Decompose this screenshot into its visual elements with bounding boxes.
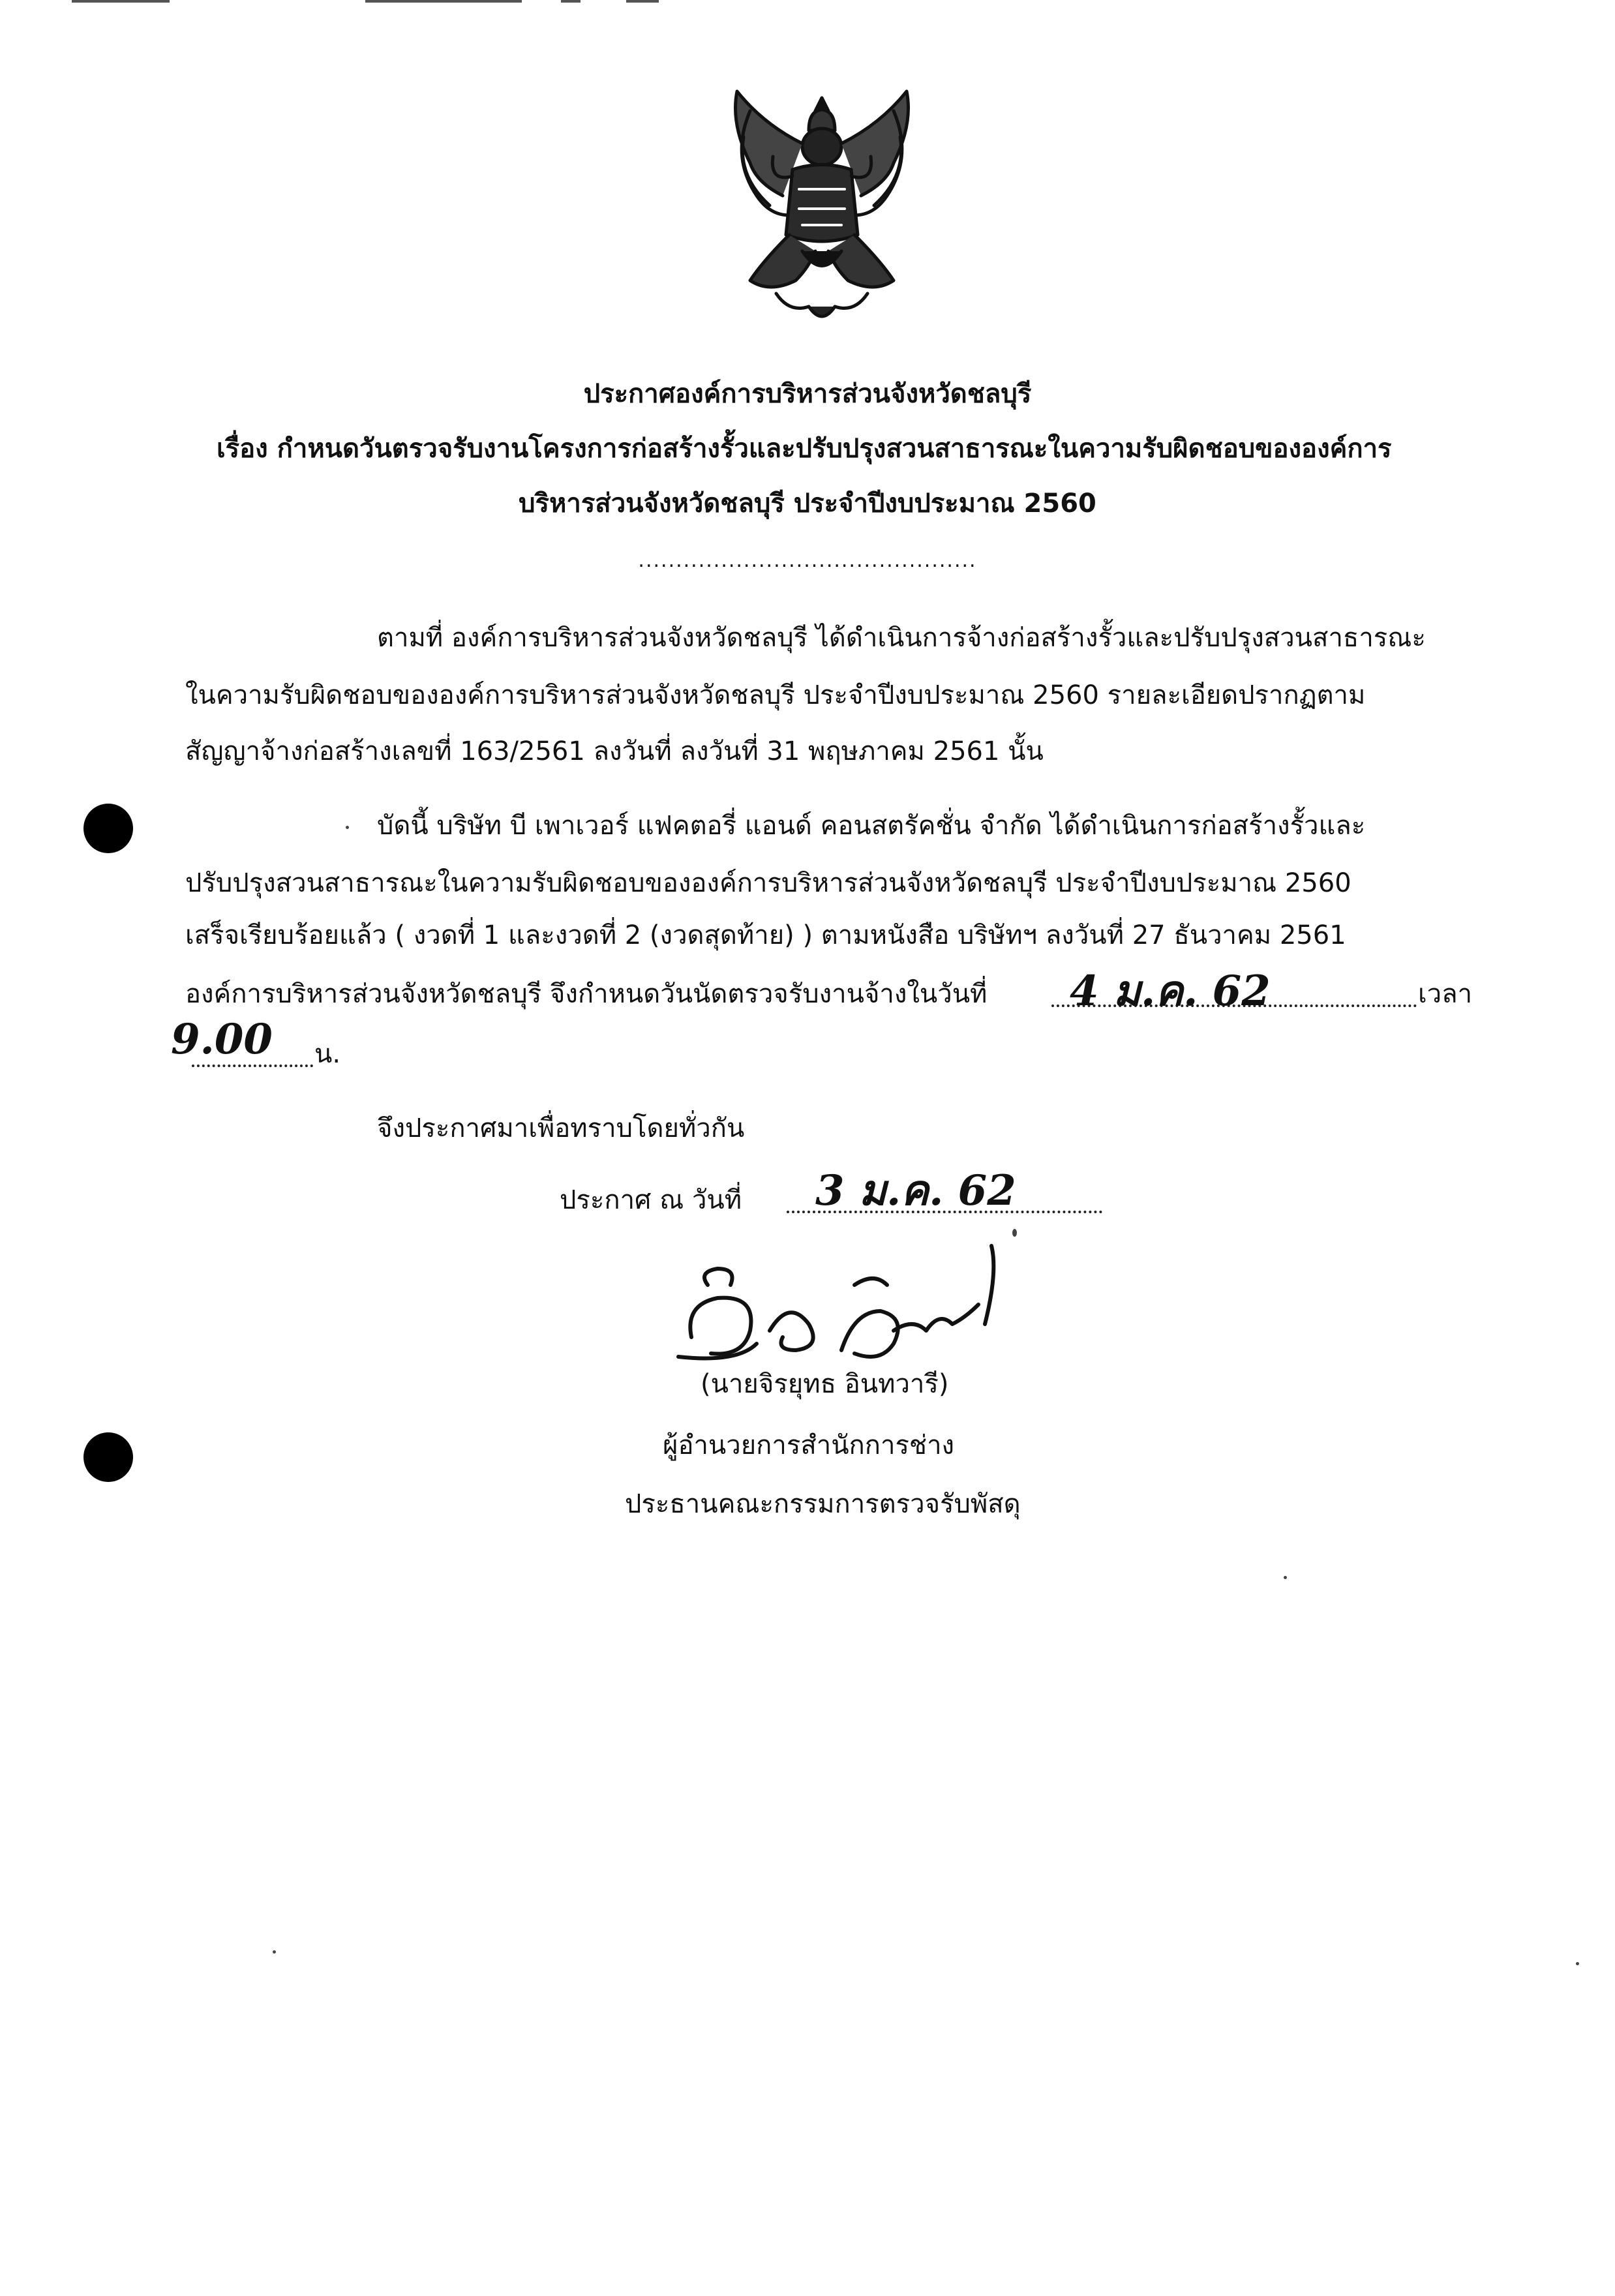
para2-line-2: ปรับปรุงสวนสาธารณะในความรับผิดชอบขององค์การบริหารส่วนจังหวัดชลบุรี ประจำปีงบประมาณ 2560 [185, 868, 1351, 898]
scan-speck [1284, 1576, 1287, 1579]
scan-speck [1012, 1229, 1017, 1237]
document-title: ประกาศองค์การบริหารส่วนจังหวัดชลบุรี [583, 379, 1032, 409]
para2-line-1: บัดนี้ บริษัท บี เพาเวอร์ แฟคตอรี่ แอนด์ คอนสตรัคชั่น จำกัด ได้ดำเนินการก่อสร้างรั้วและ [377, 811, 1366, 841]
announcement-date-label: ประกาศ ณ วันที่ [560, 1185, 742, 1215]
signatory-name: (นายจิรยุทธ อินทวารี) [701, 1369, 949, 1399]
signatory-role: ประธานคณะกรรมการตรวจรับพัสดุ [625, 1489, 1021, 1519]
para2-line-4-prefix: องค์การบริหารส่วนจังหวัดชลบุรี จึงกำหนดวันนัดตรวจรับงานจ้างในวันที่ [185, 979, 988, 1009]
para2-line-3: เสร็จเรียบร้อยแล้ว ( งวดที่ 1 และงวดที่ 2 (งวดสุดท้าย) ) ตามหนังสือ บริษัทฯ ลงวันที่ 27 ธันวาคม 2561 [185, 920, 1346, 950]
subject-line-1: เรื่อง กำหนดวันตรวจรับงานโครงการก่อสร้างรั้วและปรับปรุงสวนสาธารณะในความรับผิดชอบขององค์การ [217, 434, 1392, 464]
handwritten-announcement-date: 3 ม.ค. 62 [815, 1166, 1016, 1215]
punch-hole-bottom [83, 1432, 133, 1482]
para1-line-3: สัญญาจ้างก่อสร้างเลขที่ 163/2561 ลงวันที่ ลงวันที่ 31 พฤษภาคม 2561 นั้น [185, 736, 1044, 766]
garuda-emblem-icon [711, 85, 933, 333]
closing-statement: จึงประกาศมาเพื่อทราบโดยทั่วกัน [377, 1113, 745, 1143]
time-unit: น. [314, 1039, 341, 1069]
signatory-position: ผู้อำนวยการสำนักการช่าง [663, 1430, 955, 1460]
scan-speck [273, 1950, 276, 1954]
punch-hole-top [83, 804, 133, 853]
handwritten-signature [659, 1233, 1024, 1383]
time-fill-line [192, 1065, 313, 1067]
subject-line-2: บริหารส่วนจังหวัดชลบุรี ประจำปีงบประมาณ 2560 [519, 489, 1096, 519]
para2-line-4-suffix: เวลา [1418, 979, 1473, 1009]
scan-speck [346, 826, 349, 829]
header-separator: ............................................. [638, 549, 977, 572]
para1-line-2: ในความรับผิดชอบขององค์การบริหารส่วนจังหวัดชลบุรี ประจำปีงบประมาณ 2560 รายละเอียดปรากฏตาม [185, 680, 1366, 710]
handwritten-inspection-time: 9.00 [171, 1015, 273, 1064]
handwritten-inspection-date: 4 ม.ค. 62 [1070, 967, 1271, 1016]
para1-line-1: ตามที่ องค์การบริหารส่วนจังหวัดชลบุรี ได้ดำเนินการจ้างก่อสร้างรั้วและปรับปรุงสวนสาธารณะ [377, 623, 1426, 653]
scan-edge-marks [0, 0, 1615, 5]
scan-speck [1576, 1962, 1579, 1965]
